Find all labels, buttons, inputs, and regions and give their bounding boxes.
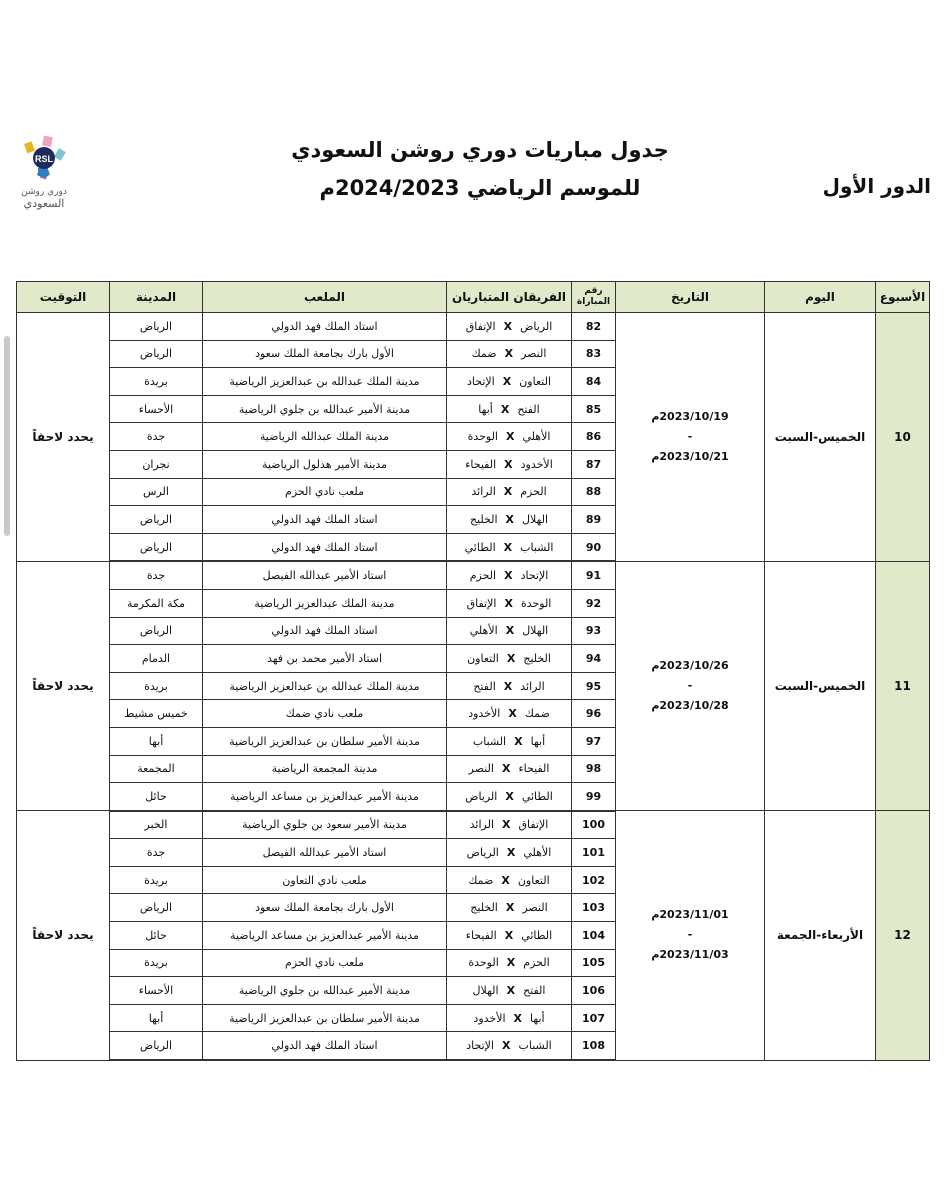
season-subtitle: للموسم الرياضي 2024/2023م (319, 176, 641, 200)
vs-mark: X (503, 540, 513, 554)
date-date-sep: - (687, 928, 693, 942)
stadium-cell: مدينة الملك عبدالله الرياضية (203, 423, 447, 451)
vs-mark: X (508, 707, 517, 721)
match-number: 97 (572, 727, 616, 755)
vs-mark: X (504, 347, 514, 361)
home-team: الوحدة (520, 596, 552, 610)
home-team: التعاون (517, 873, 550, 887)
home-team: الرائد (520, 679, 545, 693)
stadium-cell: استاد الأمير محمد بن فهد (203, 645, 447, 673)
home-team: الهلال (522, 624, 549, 638)
teams-cell (447, 423, 572, 451)
stadium-cell: مدينة الملك عبدالله بن عبدالعزيز الرياضية (203, 368, 447, 396)
date-cell (616, 561, 765, 810)
teams-cell (447, 506, 572, 534)
table-header-row (17, 282, 930, 313)
city-cell: جدة (110, 561, 203, 589)
city-cell: الخبر (110, 811, 203, 839)
away-team: الأهلي (469, 624, 498, 638)
stadium-cell: مدينة الأمير عبدالعزيز بن مساعد الرياضية (203, 783, 447, 811)
away-team: الرائد (471, 485, 496, 499)
match-number: 82 (572, 313, 616, 341)
fixtures-table (16, 281, 930, 1061)
teams-cell (447, 811, 572, 839)
teams-cell (447, 645, 572, 673)
date-date-to: 2023/11/03م (651, 948, 729, 962)
teams-cell (447, 977, 572, 1005)
away-team: ضمك (471, 347, 497, 361)
col-city: المدينة (110, 282, 203, 313)
teams-cell (447, 949, 572, 977)
date-cell (616, 811, 765, 1060)
stadium-cell: مدينة الأمير سلطان بن عبدالعزيز الرياضية (203, 1004, 447, 1032)
vs-mark: X (504, 569, 513, 583)
teams-cell (447, 894, 572, 922)
match-number: 90 (572, 533, 616, 561)
stadium-cell: ملعب نادي ضمك (203, 700, 447, 728)
match-number: 93 (572, 617, 616, 645)
table-row (17, 811, 930, 839)
teams-cell (447, 922, 572, 950)
match-number: 92 (572, 589, 616, 617)
teams-cell (447, 617, 572, 645)
city-cell: جدة (110, 423, 203, 451)
vs-mark: X (503, 679, 513, 693)
away-team: الإتحاد (466, 1039, 494, 1053)
vs-mark: X (502, 818, 511, 832)
match-number: 95 (572, 672, 616, 700)
stadium-cell: مدينة الأمير سعود بن جلوي الرياضية (203, 811, 447, 839)
match-number: 102 (572, 866, 616, 894)
match-number: 84 (572, 368, 616, 396)
home-team: الفتح (517, 402, 540, 416)
vs-mark: X (503, 485, 513, 499)
match-number: 106 (572, 977, 616, 1005)
teams-cell (447, 340, 572, 368)
match-number: 107 (572, 1004, 616, 1032)
time-cell: يحدد لاحقاً (17, 561, 110, 810)
stadium-cell: ملعب نادي التعاون (203, 866, 447, 894)
stadium-cell: ملعب نادي الحزم (203, 478, 447, 506)
away-team: الشباب (472, 734, 507, 748)
stadium-cell: مدينة الأمير هذلول الرياضية (203, 450, 447, 478)
home-team: الأهلي (523, 846, 552, 860)
home-team: النصر (522, 901, 548, 915)
teams-cell (447, 700, 572, 728)
stadium-cell: استاد الأمير عبدالله الفيصل (203, 839, 447, 867)
table-row (17, 561, 930, 589)
match-number: 87 (572, 450, 616, 478)
away-team: الطائي (464, 540, 496, 554)
city-cell: الرياض (110, 506, 203, 534)
vs-mark: X (502, 374, 512, 388)
vs-mark: X (502, 1039, 511, 1053)
home-team: الشباب (518, 1039, 552, 1053)
date-date-from: 2023/10/26م (651, 659, 729, 673)
vs-mark: X (505, 789, 514, 803)
home-team: الفتح (523, 984, 546, 998)
col-match-no-line1: رقم (584, 286, 603, 296)
match-number: 85 (572, 395, 616, 423)
stadium-cell: الأول بارك بجامعة الملك سعود (203, 894, 447, 922)
match-number: 98 (572, 755, 616, 783)
vs-mark: X (501, 762, 511, 776)
teams-cell (447, 727, 572, 755)
match-number: 88 (572, 478, 616, 506)
away-team: الرائد (469, 818, 495, 832)
teams-cell (447, 533, 572, 561)
teams-cell (447, 313, 572, 341)
city-cell: الرس (110, 478, 203, 506)
match-number: 94 (572, 645, 616, 673)
city-cell: جدة (110, 839, 203, 867)
stadium-cell: استاد الملك فهد الدولي (203, 506, 447, 534)
away-team: الإتفاق (465, 319, 496, 333)
match-number: 86 (572, 423, 616, 451)
col-date: التاريخ (616, 282, 765, 313)
svg-text:RSL: RSL (35, 154, 53, 164)
match-number: 96 (572, 700, 616, 728)
vs-mark: X (505, 901, 515, 915)
city-cell: الرياض (110, 340, 203, 368)
round-label: الدور الأول (822, 174, 931, 198)
city-cell: مكة المكرمة (110, 589, 203, 617)
city-cell: بريدة (110, 949, 203, 977)
match-number: 105 (572, 949, 616, 977)
teams-cell (447, 866, 572, 894)
match-number: 100 (572, 811, 616, 839)
page-title: جدول مباريات دوري روشن السعودي (291, 138, 669, 162)
time-cell: يحدد لاحقاً (17, 811, 110, 1060)
date-date-sep: - (687, 429, 693, 443)
city-cell: المجمعة (110, 755, 203, 783)
away-team: أبها (478, 402, 493, 416)
away-team: الخليج (470, 901, 498, 915)
match-number: 108 (572, 1032, 616, 1060)
vs-mark: X (504, 928, 514, 942)
away-team: الفتح (473, 679, 496, 693)
scrollbar[interactable] (4, 336, 10, 536)
teams-cell (447, 1032, 572, 1060)
stadium-cell: استاد الملك فهد الدولي (203, 313, 447, 341)
city-cell: الأحساء (110, 977, 203, 1005)
away-team: الإتفاق (466, 596, 497, 610)
stadium-cell: مدينة الملك عبدالله بن عبدالعزيز الرياضية (203, 672, 447, 700)
home-team: الحزم (523, 956, 550, 970)
home-team: الفيحاء (518, 762, 550, 776)
match-number: 99 (572, 783, 616, 811)
vs-mark: X (506, 984, 516, 998)
stadium-cell: مدينة الملك عبدالعزيز الرياضية (203, 589, 447, 617)
away-team: ضمك (468, 873, 494, 887)
date-cell (616, 313, 765, 562)
away-team: الفيحاء (465, 928, 497, 942)
vs-mark: X (506, 651, 516, 665)
match-number: 103 (572, 894, 616, 922)
date-date-from: 2023/10/19م (651, 409, 729, 423)
stadium-cell: استاد الملك فهد الدولي (203, 617, 447, 645)
away-team: الوحدة (468, 956, 499, 970)
away-team: الهلال (472, 984, 499, 998)
col-match-no-line2: المباراة (576, 297, 611, 307)
city-cell: الرياض (110, 313, 203, 341)
teams-cell (447, 589, 572, 617)
city-cell: نجران (110, 450, 203, 478)
match-number: 101 (572, 839, 616, 867)
teams-cell (447, 478, 572, 506)
col-week: الأسبوع (876, 282, 930, 313)
away-team: الرياض (466, 846, 499, 860)
city-cell: بريدة (110, 866, 203, 894)
stadium-cell: مدينة المجمعة الرياضية (203, 755, 447, 783)
home-team: الحزم (520, 485, 547, 499)
teams-cell (447, 839, 572, 867)
city-cell: الرياض (110, 894, 203, 922)
stadium-cell: استاد الملك فهد الدولي (203, 1032, 447, 1060)
col-time: التوقيت (17, 282, 110, 313)
away-team: الوحدة (467, 430, 498, 444)
home-team: التعاون (519, 374, 551, 388)
teams-cell (447, 755, 572, 783)
teams-cell (447, 783, 572, 811)
date-date-from: 2023/11/01م (651, 908, 729, 922)
away-team: النصر (468, 762, 494, 776)
match-number: 104 (572, 922, 616, 950)
city-cell: حائل (110, 922, 203, 950)
home-team: الإتحاد (520, 569, 549, 583)
stadium-cell: مدينة الأمير سلطان بن عبدالعزيز الرياضية (203, 727, 447, 755)
stadium-cell: مدينة الأمير عبدالله بن جلوي الرياضية (203, 395, 447, 423)
vs-mark: X (514, 734, 523, 748)
city-cell: الدمام (110, 645, 203, 673)
svg-text:السعودي: السعودي (23, 197, 65, 210)
city-cell: الرياض (110, 617, 203, 645)
table-row (17, 313, 930, 341)
home-team: الهلال (522, 512, 549, 526)
day-cell: الأربعاء-الجمعة (765, 811, 876, 1060)
vs-mark: X (503, 319, 513, 333)
teams-cell (447, 368, 572, 396)
vs-mark: X (513, 1011, 523, 1025)
match-number: 89 (572, 506, 616, 534)
day-cell: الخميس-السبت (765, 561, 876, 810)
vs-mark: X (505, 624, 515, 638)
stadium-cell: مدينة الأمير عبدالعزيز بن مساعد الرياضية (203, 922, 447, 950)
stadium-cell: الأول بارك بجامعة الملك سعود (203, 340, 447, 368)
time-cell: يحدد لاحقاً (17, 313, 110, 562)
home-team: الأهلي (522, 430, 551, 444)
home-team: النصر (521, 347, 547, 361)
home-team: الإتفاق (518, 818, 549, 832)
city-cell: الرياض (110, 533, 203, 561)
teams-cell (447, 672, 572, 700)
home-team: الأخدود (520, 457, 553, 471)
home-team: ضمك (524, 707, 550, 721)
away-team: الرياض (465, 789, 498, 803)
away-team: الأخدود (473, 1011, 506, 1025)
vs-mark: X (506, 956, 516, 970)
vs-mark: X (501, 873, 510, 887)
away-team: الإتحاد (466, 374, 495, 388)
away-team: التعاون (467, 651, 499, 665)
match-number: 83 (572, 340, 616, 368)
city-cell: بريدة (110, 368, 203, 396)
rsl-logo (14, 130, 74, 212)
vs-mark: X (504, 596, 513, 610)
away-team: الخليج (469, 512, 498, 526)
stadium-cell: مدينة الأمير عبدالله بن جلوي الرياضية (203, 977, 447, 1005)
city-cell: حائل (110, 783, 203, 811)
home-team: أبها (530, 734, 546, 748)
week-cell: 11 (876, 561, 930, 810)
home-team: الطائي (521, 928, 553, 942)
teams-cell (447, 561, 572, 589)
date-date-to: 2023/10/21م (651, 449, 729, 463)
day-cell: الخميس-السبت (765, 313, 876, 562)
vs-mark: X (506, 846, 516, 860)
home-team: الرياض (520, 319, 553, 333)
col-match-no (572, 282, 616, 313)
stadium-cell: استاد الملك فهد الدولي (203, 533, 447, 561)
match-number: 91 (572, 561, 616, 589)
teams-cell (447, 395, 572, 423)
vs-mark: X (505, 512, 514, 526)
week-cell: 10 (876, 313, 930, 562)
city-cell: الأحساء (110, 395, 203, 423)
col-teams: الفريقان المتباريان (447, 282, 572, 313)
vs-mark: X (504, 457, 513, 471)
date-date-to: 2023/10/28م (651, 699, 729, 713)
vs-mark: X (506, 430, 515, 444)
away-team: الأخدود (468, 707, 501, 721)
stadium-cell: ملعب نادي الحزم (203, 949, 447, 977)
home-team: الخليج (523, 651, 551, 665)
teams-cell (447, 450, 572, 478)
city-cell: بريدة (110, 672, 203, 700)
week-cell: 12 (876, 811, 930, 1060)
away-team: الحزم (469, 569, 497, 583)
col-day: اليوم (765, 282, 876, 313)
date-date-sep: - (687, 679, 693, 693)
home-team: الشباب (520, 540, 554, 554)
vs-mark: X (500, 402, 510, 416)
col-stadium: الملعب (203, 282, 447, 313)
city-cell: أبها (110, 727, 203, 755)
city-cell: خميس مشيط (110, 700, 203, 728)
home-team: أبها (530, 1011, 545, 1025)
away-team: الفيحاء (465, 457, 497, 471)
stadium-cell: استاد الأمير عبدالله الفيصل (203, 561, 447, 589)
city-cell: أبها (110, 1004, 203, 1032)
home-team: الطائي (521, 789, 553, 803)
city-cell: الرياض (110, 1032, 203, 1060)
svg-text:دوري روشن: دوري روشن (21, 187, 67, 197)
teams-cell (447, 1004, 572, 1032)
